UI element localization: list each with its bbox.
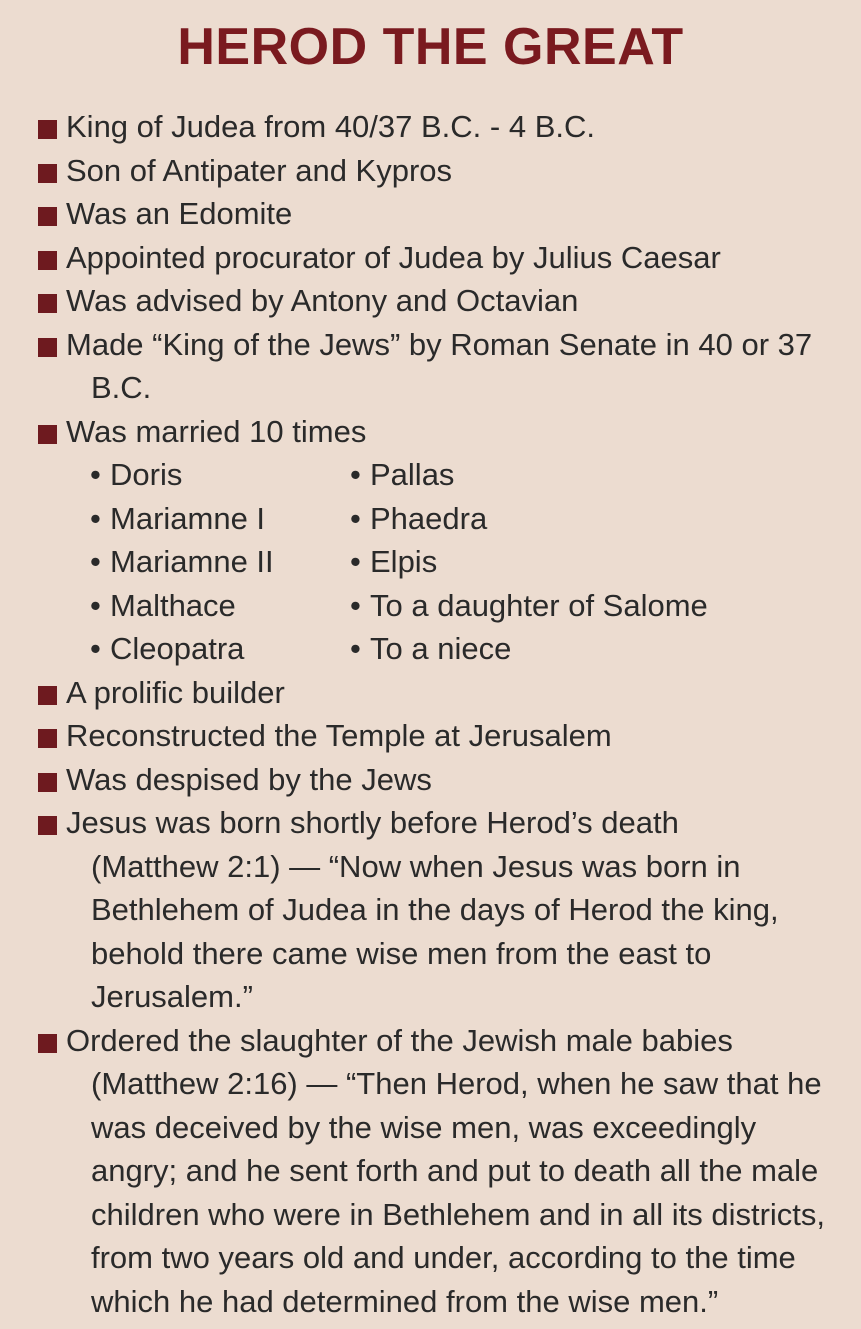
dot-bullet-icon: • <box>90 544 101 579</box>
wife-name: • Mariamne II <box>90 540 350 584</box>
square-bullet-icon <box>38 773 57 792</box>
item-text: Was married 10 times <box>66 413 367 449</box>
square-bullet-icon <box>38 686 57 705</box>
scripture-quote-line: children who were in Bethlehem and in all its districts, <box>91 1196 826 1232</box>
dot-bullet-icon: • <box>350 500 361 536</box>
square-bullet-icon <box>38 425 57 444</box>
square-bullet-icon <box>38 120 57 139</box>
item-text: Appointed procurator of Judea by Julius Caesar <box>66 239 721 275</box>
wife-name: • Elpis <box>350 540 710 584</box>
wife-name: • Malthace <box>90 584 350 628</box>
item-text: Was advised by Antony and Octavian <box>66 283 579 318</box>
item-text: Made “King of the Jews” by Roman Senate in 40 or 37 <box>66 326 813 362</box>
item-text: Was an Edomite <box>66 196 293 231</box>
scripture-quote-line: Jerusalem.” <box>91 979 253 1014</box>
dot-bullet-icon: • <box>350 544 361 579</box>
scripture-quote-line: angry; and he sent forth and put to death all the male <box>91 1153 819 1188</box>
wife-name: • Phaedra <box>350 497 710 541</box>
list-item <box>38 1019 848 1324</box>
item-text: Was despised by the Jews <box>66 761 432 797</box>
scripture-quote-line: from two years old and under, according to the time <box>91 1240 796 1275</box>
item-text: Jesus was born shortly before Herod’s death <box>66 805 679 840</box>
list-item <box>38 236 848 280</box>
list-item <box>38 671 848 715</box>
wife-name: • Cleopatra <box>90 627 350 671</box>
scripture-quote-line: (Matthew 2:16) — “Then Herod, when he saw that he <box>91 1066 822 1101</box>
square-bullet-icon <box>38 816 57 835</box>
scripture-quote-line: was deceived by the wise men, was exceedingly <box>91 1109 757 1145</box>
square-bullet-icon <box>38 729 57 748</box>
square-bullet-icon <box>38 1034 57 1053</box>
square-bullet-icon <box>38 164 57 183</box>
wife-name: • Pallas <box>350 453 710 497</box>
square-bullet-icon <box>38 207 57 226</box>
list-item <box>38 149 848 193</box>
item-text: Ordered the slaughter of the Jewish male babies <box>66 1022 733 1058</box>
dot-bullet-icon: • <box>90 587 101 623</box>
item-text: King of Judea from 40/37 B.C. - 4 B.C. <box>66 109 595 144</box>
scripture-quote-line: Bethlehem of Judea in the days of Herod the king, <box>91 892 779 927</box>
item-continuation: B.C. <box>91 370 152 405</box>
list-item <box>38 279 848 323</box>
list-item <box>38 758 848 802</box>
list-item <box>38 801 848 1019</box>
square-bullet-icon <box>38 294 57 313</box>
scripture-quote-line: which he had determined from the wise men.” <box>91 1283 719 1319</box>
scripture-quote-line: behold there came wise men from the east to <box>91 935 712 971</box>
facts-list <box>38 105 848 1323</box>
list-item <box>38 192 848 236</box>
item-text: A prolific builder <box>66 674 285 710</box>
page-title: HEROD THE GREAT <box>177 18 684 76</box>
wife-name: • Doris <box>90 453 350 497</box>
list-item <box>38 323 848 410</box>
square-bullet-icon <box>38 338 57 357</box>
wife-name: • To a niece <box>350 627 710 671</box>
dot-bullet-icon: • <box>90 500 101 536</box>
wife-name: • Mariamne I <box>90 497 350 541</box>
wives-list <box>38 453 848 671</box>
list-item <box>38 410 848 454</box>
dot-bullet-icon: • <box>90 631 101 666</box>
list-item <box>38 714 848 758</box>
scripture-quote-line: (Matthew 2:1) — “Now when Jesus was born in <box>91 848 741 884</box>
square-bullet-icon <box>38 251 57 270</box>
dot-bullet-icon: • <box>350 631 361 666</box>
wife-name: • To a daughter of Salome <box>350 584 710 628</box>
dot-bullet-icon: • <box>350 457 361 492</box>
item-text: Son of Antipater and Kypros <box>66 152 453 188</box>
dot-bullet-icon: • <box>350 587 361 623</box>
dot-bullet-icon: • <box>90 457 101 492</box>
item-text: Reconstructed the Temple at Jerusalem <box>66 718 612 753</box>
list-item <box>38 105 848 149</box>
